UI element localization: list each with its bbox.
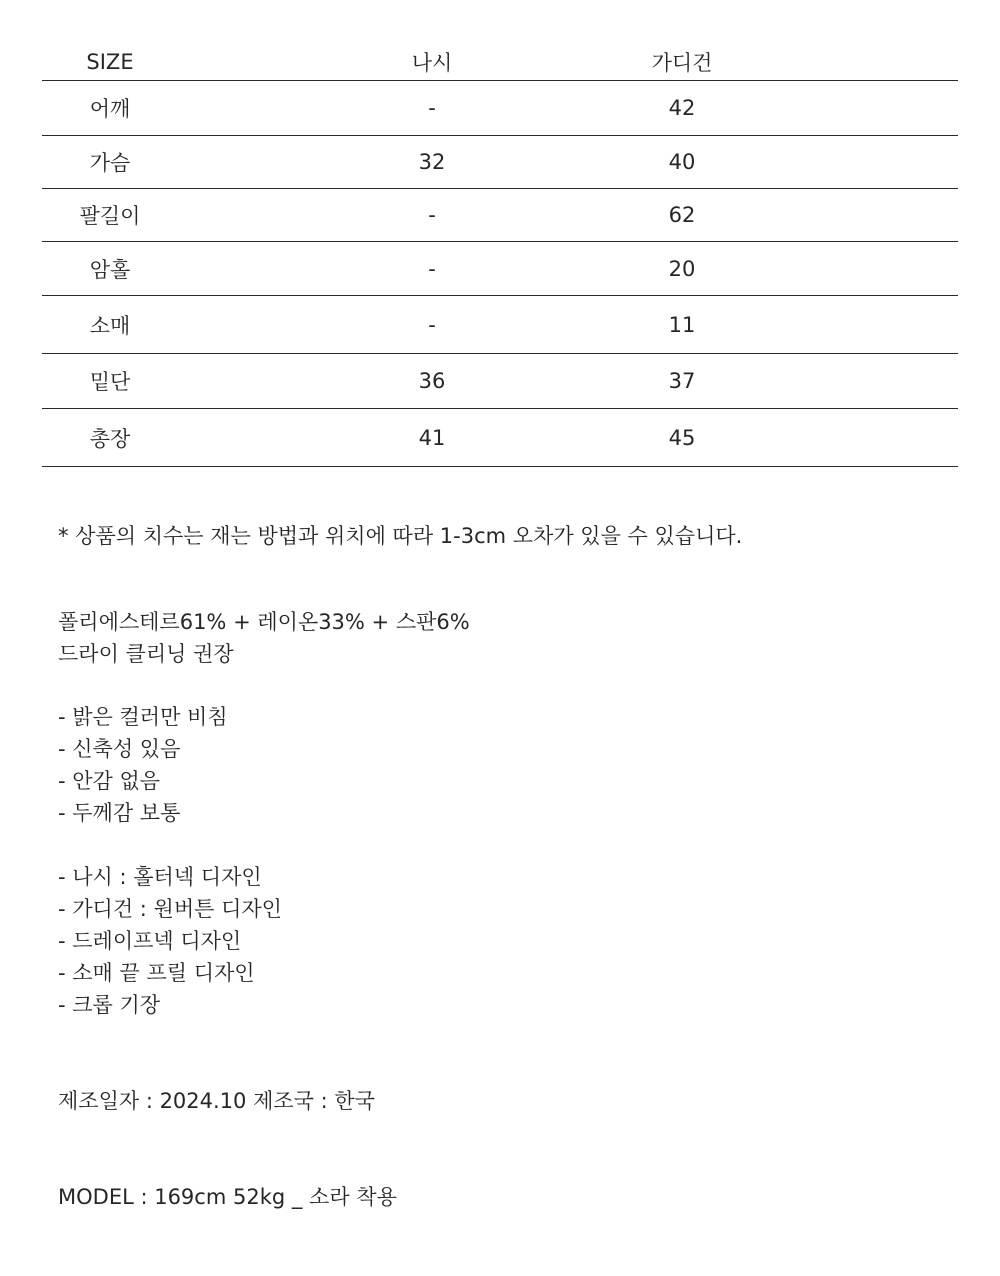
measurement-notice: * 상품의 치수는 재는 방법과 위치에 따라 1-3cm 오차가 있을 수 있습니다. <box>58 524 743 548</box>
list-item: - 신축성 있음 <box>58 737 181 761</box>
table-row <box>42 136 958 189</box>
cardigan-value: 45 <box>668 425 696 450</box>
sleeveless-value: - <box>428 203 436 227</box>
list-item: - 안감 없음 <box>58 769 161 793</box>
list-item: - 소매 끝 프릴 디자인 <box>58 961 255 985</box>
row-label: 가슴 <box>89 151 131 175</box>
table-row <box>42 189 958 242</box>
sleeveless-value: 32 <box>418 150 446 174</box>
row-label: 암홀 <box>89 257 131 282</box>
row-label: 총장 <box>89 426 131 451</box>
header-cardigan: 가디건 <box>651 51 713 75</box>
table-row <box>42 409 958 467</box>
list-item: - 크롭 기장 <box>58 993 161 1017</box>
manufacture-info: 제조일자 : 2024.10 제조국 : 한국 <box>58 1089 375 1113</box>
table-row <box>42 242 958 296</box>
list-item: - 나시 : 홀터넥 디자인 <box>58 865 262 889</box>
cardigan-value: 20 <box>668 256 696 281</box>
sleeveless-value: - <box>428 96 436 120</box>
row-label: 팔길이 <box>79 204 141 228</box>
table-row <box>42 81 958 136</box>
size-table <box>42 44 958 467</box>
care-instruction: 드라이 클리닝 권장 <box>58 642 234 666</box>
header-sleeveless: 나시 <box>411 51 453 75</box>
size-table-header <box>42 44 958 81</box>
cardigan-value: 40 <box>668 150 696 174</box>
cardigan-value: 37 <box>668 369 696 393</box>
table-row <box>42 354 958 409</box>
sleeveless-value: - <box>428 312 436 337</box>
design-list <box>58 861 282 1021</box>
list-item: - 밝은 컬러만 비침 <box>58 705 228 729</box>
table-row <box>42 296 958 354</box>
cardigan-value: 62 <box>668 203 696 227</box>
cardigan-value: 42 <box>668 96 696 120</box>
material-info <box>58 606 470 670</box>
sleeveless-value: - <box>428 256 436 281</box>
header-size: SIZE <box>86 50 134 74</box>
feature-list <box>58 701 228 829</box>
model-info: MODEL : 169cm 52kg _ 소라 착용 <box>58 1185 397 1209</box>
list-item: - 가디건 : 원버튼 디자인 <box>58 897 282 921</box>
sleeveless-value: 36 <box>418 369 446 393</box>
sleeveless-value: 41 <box>418 425 446 450</box>
material-composition: 폴리에스테르61% + 레이온33% + 스판6% <box>58 610 470 634</box>
row-label: 소매 <box>89 313 131 338</box>
row-label: 어깨 <box>89 97 131 121</box>
list-item: - 드레이프넥 디자인 <box>58 929 242 953</box>
list-item: - 두께감 보통 <box>58 801 181 825</box>
cardigan-value: 11 <box>668 312 696 337</box>
row-label: 밑단 <box>89 370 131 394</box>
